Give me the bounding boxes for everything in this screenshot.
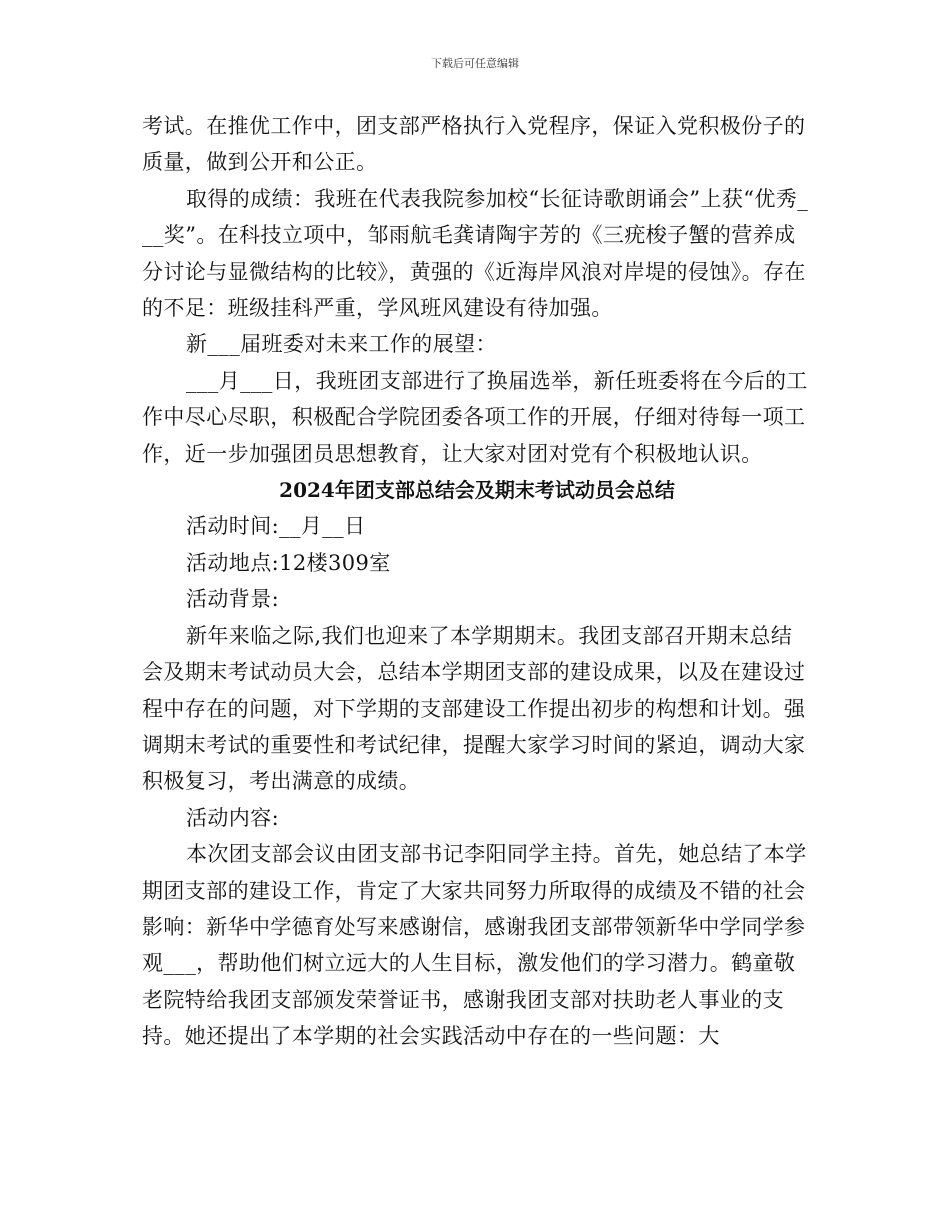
section-title: 2024年团支部总结会及期末考试动员会总结	[279, 478, 675, 503]
page-header-note: 下载后可任意编辑	[431, 57, 519, 70]
paragraph: 新年来临之际,我们也迎来了本学期期末。我团支部召开期末总结会及期末考试动员大会，总结本学期团支部的建设成果，以及在建设过程中存在的问题，对下学期的支部建设工作提出初步的构想和计划。强调期末考试的重要性和考试纪律，提醒大家学习时间的紧迫，调动大家积极复习，考出满意的成绩。	[142, 623, 806, 794]
paragraph: 活动内容:	[186, 805, 280, 830]
paragraph: 本次团支部会议由团支部书记李阳同学主持。首先，她总结了本学期团支部的建设工作，肯定了大家共同努力所取得的成绩及不错的社会影响：新华中学德育处写来感谢信，感谢我团支部带领新华中学同学参观___，帮助他们树立远大的人生目标，激发他们的学习潜力。鹤童敬老院特给我团支部颁发荣誉证书，感谢我团支部对扶助老人事业的支持。她还提出了本学期的社会实践活动中存在的一些问题：大	[142, 842, 807, 1049]
paragraph: 活动时间:__月__日	[186, 514, 366, 539]
paragraph: 考试。在推优工作中，团支部严格执行入党程序，保证入党积极份子的质量，做到公开和公正。	[142, 114, 806, 175]
document-body	[142, 108, 812, 1055]
paragraph: 新___届班委对未来工作的展望：	[186, 332, 497, 357]
paragraph: 取得的成绩：我班在代表我院参加校“长征诗歌朗诵会”上获“优秀___奖”。在科技立项中，邹雨航毛龚请陶宇芳的《三疣梭子蟹的营养成分讨论与显微结构的比较》，黄强的《近海岸风浪对岸堤的侵蚀》。存在的不足：班级挂科严重，学风班风建设有待加强。	[142, 186, 809, 321]
paragraph: 活动背景:	[186, 587, 280, 612]
paragraph: ___月___日，我班团支部进行了换届选举，新任班委将在今后的工作中尽心尽职，积极配合学院团委各项工作的开展，仔细对待每一项工作，近一步加强团员思想教育，让大家对团对党有个积极地认识。	[142, 368, 808, 466]
paragraph: 活动地点:12楼309室	[186, 550, 391, 575]
